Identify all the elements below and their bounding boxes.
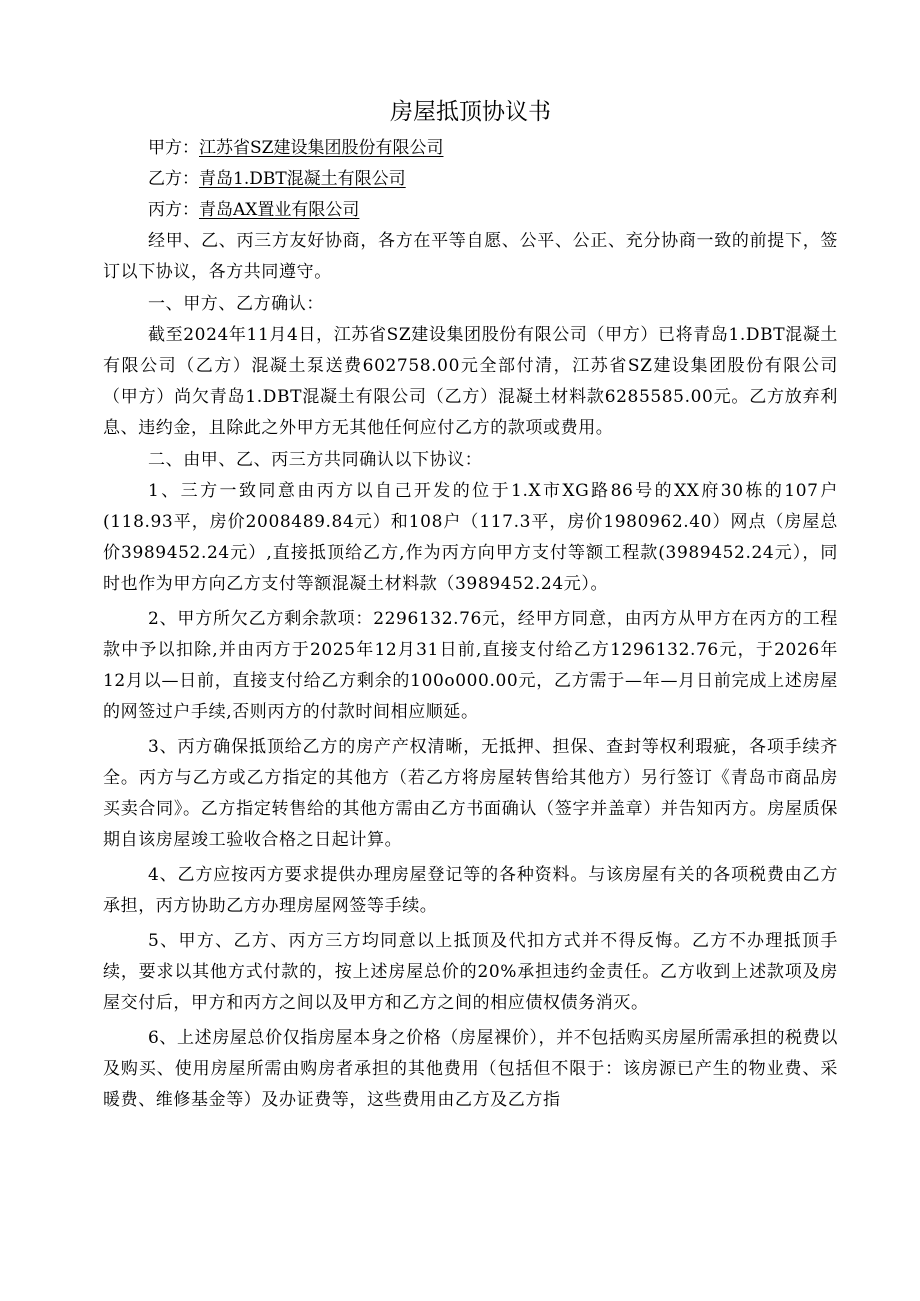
section-1-heading: 一、甲方、乙方确认： (148, 294, 324, 314)
clause-2: 2、甲方所欠乙方剩余款项：2296132.76元，经甲方同意，由丙方从甲方在丙方的工程款中予以扣除,并由丙方于2025年12月31日前,直接支付给乙方1296132.76元，于2026年12月以—日前，直接支付给乙方剩余的100o000.00元，乙方需于—年—月日前完成上述房屋的网签过户手续,否则丙方的付款时间相应顺延。 (103, 609, 838, 722)
document-title: 房屋抵顶协议书 (390, 99, 551, 125)
party-a-name: 江苏省SZ建设集团股份有限公司 (199, 138, 444, 158)
clause-5: 5、甲方、乙方、丙方三方均同意以上抵顶及代扣方式并不得反悔。乙方不办理抵顶手续，要求以其他方式付款的，按上述房屋总价的20%承担违约金责任。乙方收到上述款项及房屋交付后，甲方和丙方之间以及甲方和乙方之间的相应债权债务消灭。 (103, 931, 838, 1013)
agreement-document (103, 92, 838, 1116)
party-b (103, 164, 838, 195)
clause-1: 1、三方一致同意由丙方以自己开发的位于1.X市XG路86号的XX府30栋的107户(118.93平，房价2008489.84元）和108户（117.3平，房价1980962.40）网点（房屋总价3989452.24元）,直接抵顶给乙方,作为丙方向甲方支付等额工程款(3989452.24元），同时也作为甲方向乙方支付等额混凝土材料款（3989452.24元）。 (103, 481, 838, 594)
party-a (103, 133, 838, 164)
party-b-name: 青岛1.DBT混凝土有限公司 (199, 169, 406, 189)
section-2-heading: 二、由甲、乙、丙三方共同确认以下协议： (148, 450, 483, 470)
party-c (103, 195, 838, 226)
party-a-label: 甲方： (148, 138, 199, 158)
party-c-label: 丙方： (148, 200, 199, 220)
clause-3: 3、丙方确保抵顶给乙方的房产产权清晰，无抵押、担保、查封等权利瑕疵，各项手续齐全。丙方与乙方或乙方指定的其他方（若乙方将房屋转售给其他方）另行签订《青岛市商品房买卖合同》。乙方指定转售给的其他方需由乙方书面确认（签字并盖章）并告知丙方。房屋质保期自该房屋竣工验收合格之日起计算。 (103, 737, 838, 850)
party-c-name: 青岛AX置业有限公司 (199, 200, 360, 220)
section-1-paragraph: 截至2024年11月4日，江苏省SZ建设集团股份有限公司（甲方）已将青岛1.DBT混凝土有限公司（乙方）混凝土泵送费602758.00元全部付清，江苏省SZ建设集团股份有限公司（甲方）尚欠青岛1.DBT混凝土有限公司（乙方）混凝土材料款6285585.00元。乙方放弃利息、违约金，且除此之外甲方无其他任何应付乙方的款项或费用。 (103, 325, 838, 438)
clause-6: 6、上述房屋总价仅指房屋本身之价格（房屋裸价），并不包括购买房屋所需承担的税费以及购买、使用房屋所需由购房者承担的其他费用（包括但不限于：该房源已产生的物业费、采暖费、维修基金等）及办证费等，这些费用由乙方及乙方指 (103, 1028, 838, 1110)
clause-4: 4、乙方应按丙方要求提供办理房屋登记等的各种资料。与该房屋有关的各项税费由乙方承担，丙方协助乙方办理房屋网签等手续。 (103, 865, 838, 916)
party-b-label: 乙方： (148, 169, 199, 189)
intro-paragraph: 经甲、乙、丙三方友好协商，各方在平等自愿、公平、公正、充分协商一致的前提下，签订以下协议，各方共同遵守。 (103, 231, 838, 282)
